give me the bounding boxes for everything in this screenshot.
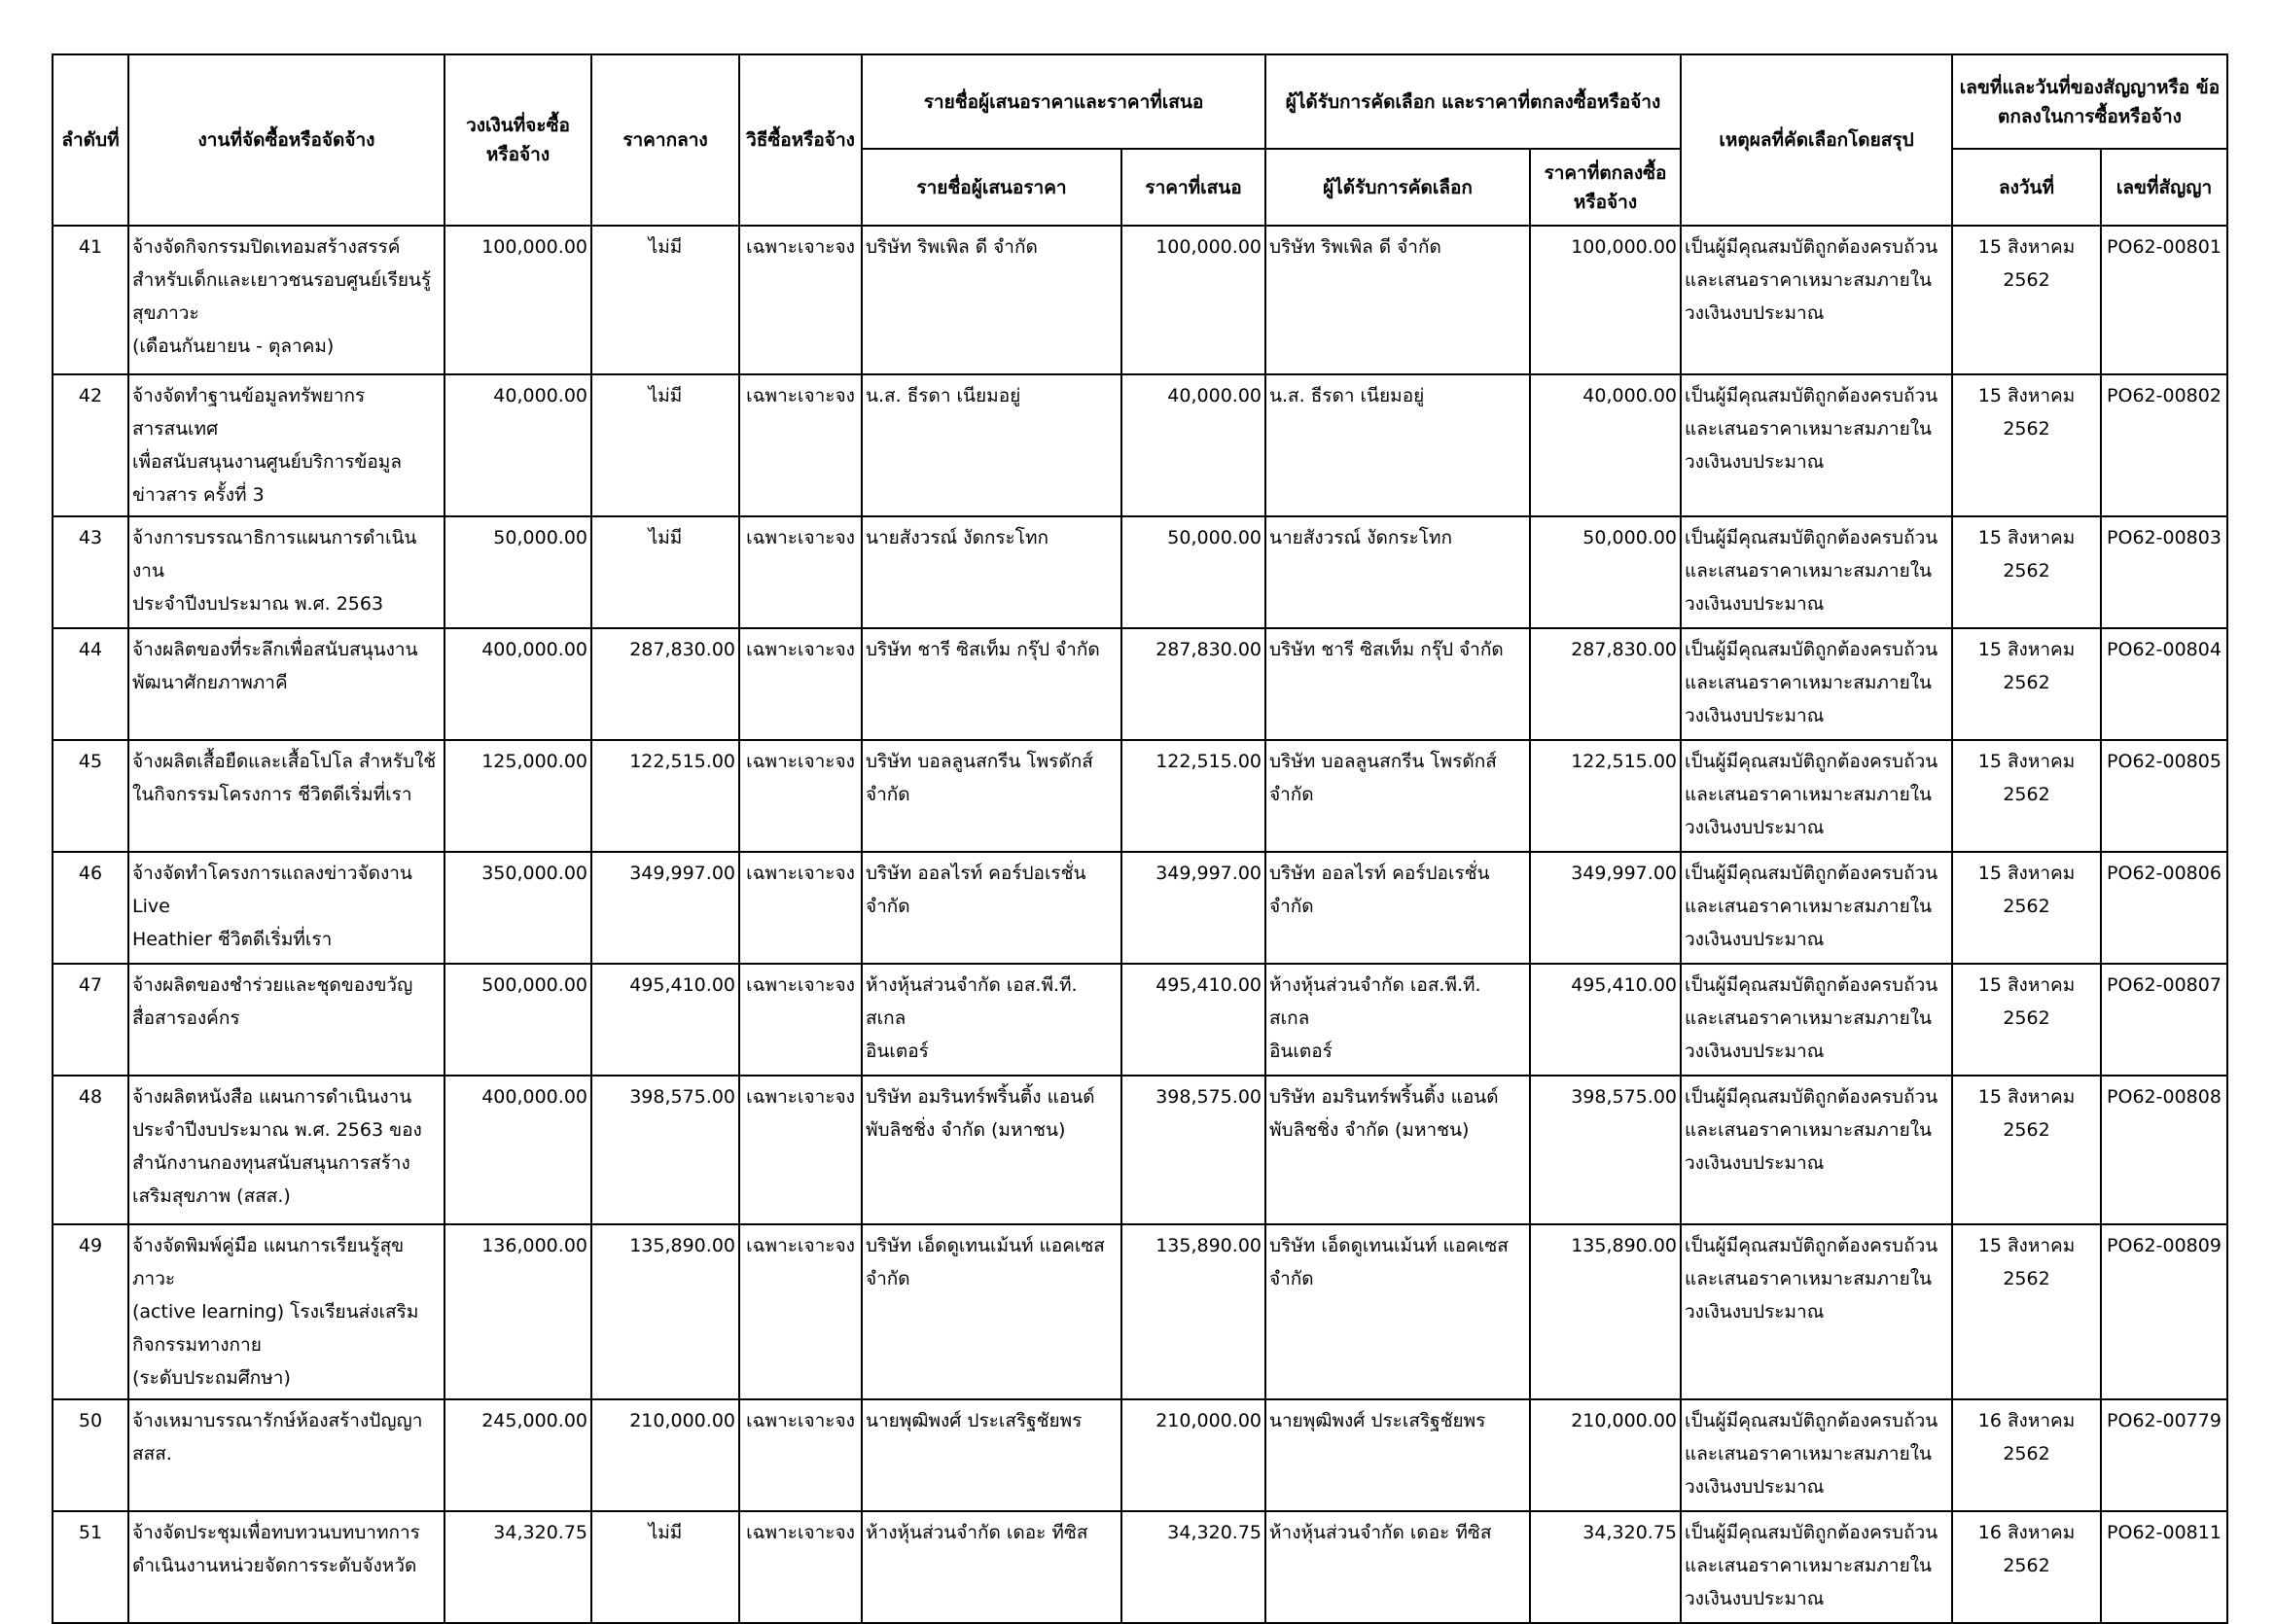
cell-seq: 48 <box>53 1076 128 1224</box>
cell-budget: 500,000.00 <box>444 964 591 1076</box>
cell-agreed-price: 100,000.00 <box>1530 226 1681 374</box>
cell-work: จ้างจัดทำฐานข้อมูลทรัพยากรสารสนเทศ เพื่อสนับสนุนงานศูนย์บริการข้อมูล ข่าวสาร ครั้งที่ 3 <box>128 374 444 516</box>
cell-median-price: ไม่มี <box>591 516 739 628</box>
cell-seq: 47 <box>53 964 128 1076</box>
cell-contract-no: PO62-00809 <box>2101 1224 2227 1399</box>
cell-method: เฉพาะเจาะจง <box>739 374 862 516</box>
cell-contract-no: PO62-00804 <box>2101 628 2227 740</box>
cell-agreed-price: 50,000.00 <box>1530 516 1681 628</box>
cell-budget: 245,000.00 <box>444 1399 591 1511</box>
cell-median-price: 349,997.00 <box>591 852 739 964</box>
cell-agreed-price: 287,830.00 <box>1530 628 1681 740</box>
cell-contract-date: 15 สิงหาคม 2562 <box>1952 628 2101 740</box>
table-row <box>53 1399 2227 1511</box>
cell-bid-price: 210,000.00 <box>1121 1399 1265 1511</box>
cell-contract-no: PO62-00807 <box>2101 964 2227 1076</box>
cell-bid-price: 100,000.00 <box>1121 226 1265 374</box>
cell-budget: 40,000.00 <box>444 374 591 516</box>
cell-work: จ้างผลิตหนังสือ แผนการดำเนินงาน ประจำปีงบประมาณ พ.ศ. 2563 ของ สำนักงานกองทุนสนับสนุนการสร้าง เสริมสุขภาพ (สสส.) <box>128 1076 444 1224</box>
cell-reason: เป็นผู้มีคุณสมบัติถูกต้องครบถ้วน และเสนอราคาเหมาะสมภายใน วงเงินงบประมาณ <box>1681 1224 1952 1399</box>
cell-bid-price: 495,410.00 <box>1121 964 1265 1076</box>
cell-agreed-price: 40,000.00 <box>1530 374 1681 516</box>
cell-method: เฉพาะเจาะจง <box>739 1511 862 1623</box>
cell-budget: 100,000.00 <box>444 226 591 374</box>
header-selected-name: ผู้ได้รับการคัดเลือก <box>1265 149 1530 226</box>
cell-bidder-name: บริษัท อมรินทร์พริ้นติ้ง แอนด์ พับลิชชิ่ง จำกัด (มหาชน) <box>862 1076 1121 1224</box>
cell-bid-price: 398,575.00 <box>1121 1076 1265 1224</box>
cell-median-price: 287,830.00 <box>591 628 739 740</box>
cell-bidder-name: ห้างหุ้นส่วนจำกัด เดอะ ทีซิส <box>862 1511 1121 1623</box>
cell-selected-name: บริษัท ริพเพิล ดี จำกัด <box>1265 226 1530 374</box>
cell-method: เฉพาะเจาะจง <box>739 516 862 628</box>
cell-contract-date: 15 สิงหาคม 2562 <box>1952 964 2101 1076</box>
cell-selected-name: บริษัท บอลลูนสกรีน โพรดักส์ จำกัด <box>1265 740 1530 852</box>
cell-seq: 51 <box>53 1511 128 1623</box>
cell-contract-date: 15 สิงหาคม 2562 <box>1952 1076 2101 1224</box>
cell-selected-name: นายสังวรณ์ งัดกระโทก <box>1265 516 1530 628</box>
header-reason: เหตุผลที่คัดเลือกโดยสรุป <box>1681 54 1952 226</box>
cell-bid-price: 135,890.00 <box>1121 1224 1265 1399</box>
header-contract-no: เลขที่สัญญา <box>2101 149 2227 226</box>
cell-method: เฉพาะเจาะจง <box>739 964 862 1076</box>
cell-seq: 42 <box>53 374 128 516</box>
cell-method: เฉพาะเจาะจง <box>739 852 862 964</box>
cell-work: จ้างผลิตของที่ระลึกเพื่อสนับสนุนงาน พัฒนาศักยภาพภาคี <box>128 628 444 740</box>
cell-agreed-price: 398,575.00 <box>1530 1076 1681 1224</box>
cell-reason: เป็นผู้มีคุณสมบัติถูกต้องครบถ้วน และเสนอราคาเหมาะสมภายใน วงเงินงบประมาณ <box>1681 1399 1952 1511</box>
cell-reason: เป็นผู้มีคุณสมบัติถูกต้องครบถ้วน และเสนอราคาเหมาะสมภายใน วงเงินงบประมาณ <box>1681 374 1952 516</box>
cell-seq: 41 <box>53 226 128 374</box>
cell-method: เฉพาะเจาะจง <box>739 226 862 374</box>
cell-bid-price: 50,000.00 <box>1121 516 1265 628</box>
cell-contract-date: 15 สิงหาคม 2562 <box>1952 740 2101 852</box>
table-row <box>53 1076 2227 1224</box>
cell-bidder-name: ห้างหุ้นส่วนจำกัด เอส.พี.ที. สเกล อินเตอร์ <box>862 964 1121 1076</box>
cell-contract-date: 16 สิงหาคม 2562 <box>1952 1511 2101 1623</box>
cell-bid-price: 122,515.00 <box>1121 740 1265 852</box>
cell-selected-name: ห้างหุ้นส่วนจำกัด เดอะ ทีซิส <box>1265 1511 1530 1623</box>
cell-agreed-price: 122,515.00 <box>1530 740 1681 852</box>
cell-bid-price: 349,997.00 <box>1121 852 1265 964</box>
cell-bidder-name: บริษัท ออลไรท์ คอร์ปอเรชั่น จำกัด <box>862 852 1121 964</box>
cell-selected-name: บริษัท อมรินทร์พริ้นติ้ง แอนด์ พับลิชชิ่ง จำกัด (มหาชน) <box>1265 1076 1530 1224</box>
cell-contract-no: PO62-00801 <box>2101 226 2227 374</box>
cell-work: จ้างจัดกิจกรรมปิดเทอมสร้างสรรค์ สำหรับเด็กและเยาวชนรอบศูนย์เรียนรู้ สุขภาวะ (เดือนกันยายน - ตุลาคม) <box>128 226 444 374</box>
cell-selected-name: บริษัท ชารี ซิสเท็ม กรุ๊ป จำกัด <box>1265 628 1530 740</box>
cell-method: เฉพาะเจาะจง <box>739 628 862 740</box>
cell-reason: เป็นผู้มีคุณสมบัติถูกต้องครบถ้วน และเสนอราคาเหมาะสมภายใน วงเงินงบประมาณ <box>1681 1076 1952 1224</box>
cell-reason: เป็นผู้มีคุณสมบัติถูกต้องครบถ้วน และเสนอราคาเหมาะสมภายใน วงเงินงบประมาณ <box>1681 226 1952 374</box>
cell-seq: 44 <box>53 628 128 740</box>
cell-work: จ้างจัดประชุมเพื่อทบทวนบทบาทการ ดำเนินงานหน่วยจัดการระดับจังหวัด <box>128 1511 444 1623</box>
cell-budget: 50,000.00 <box>444 516 591 628</box>
cell-bidder-name: น.ส. ธีรดา เนียมอยู่ <box>862 374 1121 516</box>
table-row <box>53 374 2227 516</box>
header-bidders-group: รายชื่อผู้เสนอราคาและราคาที่เสนอ <box>862 54 1265 149</box>
cell-contract-date: 15 สิงหาคม 2562 <box>1952 226 2101 374</box>
cell-contract-no: PO62-00805 <box>2101 740 2227 852</box>
cell-work: จ้างผลิตเสื้อยืดและเสื้อโปโล สำหรับใช้ ในกิจกรรมโครงการ ชีวิตดีเริ่มที่เรา <box>128 740 444 852</box>
table-row <box>53 1511 2227 1623</box>
cell-bid-price: 40,000.00 <box>1121 374 1265 516</box>
cell-reason: เป็นผู้มีคุณสมบัติถูกต้องครบถ้วน และเสนอราคาเหมาะสมภายใน วงเงินงบประมาณ <box>1681 1511 1952 1623</box>
cell-agreed-price: 349,997.00 <box>1530 852 1681 964</box>
header-contract-date: ลงวันที่ <box>1952 149 2101 226</box>
cell-bidder-name: นายสังวรณ์ งัดกระโทก <box>862 516 1121 628</box>
cell-seq: 50 <box>53 1399 128 1511</box>
cell-seq: 49 <box>53 1224 128 1399</box>
cell-median-price: 495,410.00 <box>591 964 739 1076</box>
cell-work: จ้างการบรรณาธิการแผนการดำเนินงาน ประจำปีงบประมาณ พ.ศ. 2563 <box>128 516 444 628</box>
cell-bidder-name: บริษัท ชารี ซิสเท็ม กรุ๊ป จำกัด <box>862 628 1121 740</box>
cell-budget: 125,000.00 <box>444 740 591 852</box>
cell-contract-date: 15 สิงหาคม 2562 <box>1952 1224 2101 1399</box>
cell-reason: เป็นผู้มีคุณสมบัติถูกต้องครบถ้วน และเสนอราคาเหมาะสมภายใน วงเงินงบประมาณ <box>1681 964 1952 1076</box>
table-row <box>53 852 2227 964</box>
cell-median-price: 210,000.00 <box>591 1399 739 1511</box>
table-row <box>53 516 2227 628</box>
cell-budget: 34,320.75 <box>444 1511 591 1623</box>
header-seq: ลำดับที่ <box>53 54 128 226</box>
header-median-price: ราคากลาง <box>591 54 739 226</box>
header-method: วิธีซื้อหรือจ้าง <box>739 54 862 226</box>
cell-median-price: 122,515.00 <box>591 740 739 852</box>
cell-work: จ้างจัดพิมพ์คู่มือ แผนการเรียนรู้สุขภาวะ (active learning) โรงเรียนส่งเสริม กิจกรรมทางกาย (ระดับประถมศึกษา) <box>128 1224 444 1399</box>
table-body <box>53 226 2227 1623</box>
cell-work: จ้างเหมาบรรณารักษ์ห้องสร้างปัญญา สสส. <box>128 1399 444 1511</box>
cell-reason: เป็นผู้มีคุณสมบัติถูกต้องครบถ้วน และเสนอราคาเหมาะสมภายใน วงเงินงบประมาณ <box>1681 852 1952 964</box>
cell-budget: 136,000.00 <box>444 1224 591 1399</box>
cell-bidder-name: นายพุฒิพงศ์ ประเสริฐชัยพร <box>862 1399 1121 1511</box>
cell-agreed-price: 135,890.00 <box>1530 1224 1681 1399</box>
cell-contract-date: 16 สิงหาคม 2562 <box>1952 1399 2101 1511</box>
cell-contract-no: PO62-00803 <box>2101 516 2227 628</box>
table-row <box>53 740 2227 852</box>
cell-median-price: ไม่มี <box>591 1511 739 1623</box>
header-bid-price: ราคาที่เสนอ <box>1121 149 1265 226</box>
cell-work: จ้างผลิตของชำร่วยและชุดของขวัญ สื่อสารองค์กร <box>128 964 444 1076</box>
header-bidder-name: รายชื่อผู้เสนอราคา <box>862 149 1121 226</box>
table-row <box>53 628 2227 740</box>
cell-agreed-price: 210,000.00 <box>1530 1399 1681 1511</box>
header-contract-group: เลขที่และวันที่ของสัญญาหรือ ข้อตกลงในการซื้อหรือจ้าง <box>1952 54 2227 149</box>
cell-reason: เป็นผู้มีคุณสมบัติถูกต้องครบถ้วน และเสนอราคาเหมาะสมภายใน วงเงินงบประมาณ <box>1681 628 1952 740</box>
cell-selected-name: น.ส. ธีรดา เนียมอยู่ <box>1265 374 1530 516</box>
cell-bid-price: 287,830.00 <box>1121 628 1265 740</box>
cell-selected-name: นายพุฒิพงศ์ ประเสริฐชัยพร <box>1265 1399 1530 1511</box>
cell-method: เฉพาะเจาะจง <box>739 1076 862 1224</box>
cell-contract-no: PO62-00779 <box>2101 1399 2227 1511</box>
cell-selected-name: บริษัท เอ็ดดูเทนเม้นท์ แอคเซส จำกัด <box>1265 1224 1530 1399</box>
cell-budget: 400,000.00 <box>444 628 591 740</box>
cell-median-price: 398,575.00 <box>591 1076 739 1224</box>
header-selected-group: ผู้ได้รับการคัดเลือก และราคาที่ตกลงซื้อหรือจ้าง <box>1265 54 1681 149</box>
cell-selected-name: บริษัท ออลไรท์ คอร์ปอเรชั่น จำกัด <box>1265 852 1530 964</box>
cell-median-price: 135,890.00 <box>591 1224 739 1399</box>
cell-contract-date: 15 สิงหาคม 2562 <box>1952 516 2101 628</box>
cell-method: เฉพาะเจาะจง <box>739 740 862 852</box>
header-work: งานที่จัดซื้อหรือจัดจ้าง <box>128 54 444 226</box>
cell-seq: 45 <box>53 740 128 852</box>
cell-work: จ้างจัดทำโครงการแถลงข่าวจัดงาน Live Heathier ชีวิตดีเริ่มที่เรา <box>128 852 444 964</box>
cell-seq: 43 <box>53 516 128 628</box>
cell-contract-date: 15 สิงหาคม 2562 <box>1952 374 2101 516</box>
cell-bidder-name: บริษัท ริพเพิล ดี จำกัด <box>862 226 1121 374</box>
cell-contract-no: PO62-00808 <box>2101 1076 2227 1224</box>
cell-contract-no: PO62-00806 <box>2101 852 2227 964</box>
cell-budget: 350,000.00 <box>444 852 591 964</box>
cell-contract-no: PO62-00811 <box>2101 1511 2227 1623</box>
table-row <box>53 1224 2227 1399</box>
cell-median-price: ไม่มี <box>591 226 739 374</box>
cell-contract-no: PO62-00802 <box>2101 374 2227 516</box>
table-row <box>53 226 2227 374</box>
cell-reason: เป็นผู้มีคุณสมบัติถูกต้องครบถ้วน และเสนอราคาเหมาะสมภายใน วงเงินงบประมาณ <box>1681 740 1952 852</box>
cell-budget: 400,000.00 <box>444 1076 591 1224</box>
cell-bid-price: 34,320.75 <box>1121 1511 1265 1623</box>
cell-median-price: ไม่มี <box>591 374 739 516</box>
table-row <box>53 964 2227 1076</box>
cell-contract-date: 15 สิงหาคม 2562 <box>1952 852 2101 964</box>
cell-method: เฉพาะเจาะจง <box>739 1399 862 1511</box>
cell-method: เฉพาะเจาะจง <box>739 1224 862 1399</box>
header-agreed-price: ราคาที่ตกลงซื้อ หรือจ้าง <box>1530 149 1681 226</box>
cell-bidder-name: บริษัท บอลลูนสกรีน โพรดักส์ จำกัด <box>862 740 1121 852</box>
header-budget: วงเงินที่จะซื้อ หรือจ้าง <box>444 54 591 226</box>
cell-selected-name: ห้างหุ้นส่วนจำกัด เอส.พี.ที. สเกล อินเตอร์ <box>1265 964 1530 1076</box>
cell-agreed-price: 495,410.00 <box>1530 964 1681 1076</box>
procurement-table <box>52 53 2228 1624</box>
cell-bidder-name: บริษัท เอ็ดดูเทนเม้นท์ แอคเซส จำกัด <box>862 1224 1121 1399</box>
cell-reason: เป็นผู้มีคุณสมบัติถูกต้องครบถ้วน และเสนอราคาเหมาะสมภายใน วงเงินงบประมาณ <box>1681 516 1952 628</box>
cell-agreed-price: 34,320.75 <box>1530 1511 1681 1623</box>
cell-seq: 46 <box>53 852 128 964</box>
